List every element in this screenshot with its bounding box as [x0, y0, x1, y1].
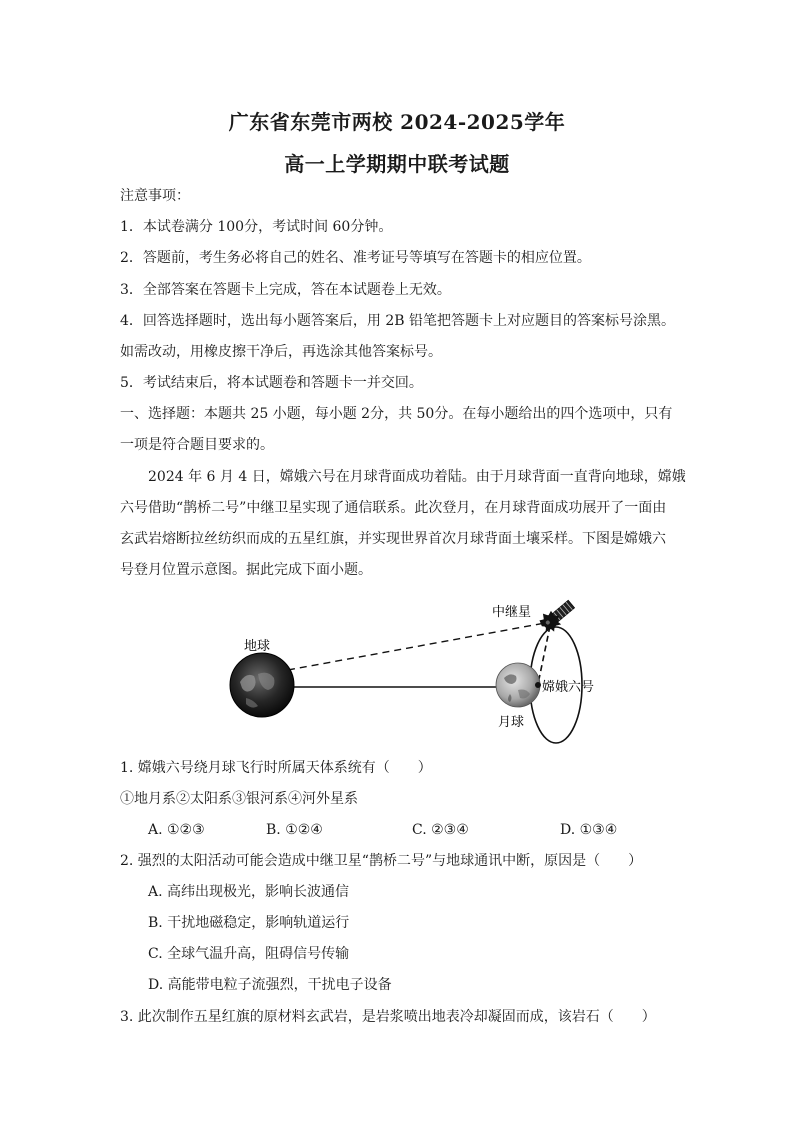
landing-position-diagram	[200, 590, 620, 750]
exam-title-line2: 高一上学期期中联考试题	[284, 152, 510, 176]
question-stem: 3. 此次制作五星红旗的原材料玄武岩，是岩浆喷出地表冷却凝固而成，该岩石（ ）	[120, 1009, 656, 1025]
earth-relay-dashed-line	[288, 623, 545, 670]
passage-line: 六号借助“鹊桥二号”中继卫星实现了通信联系。此次登月，在月球背面成功展开了一面由	[120, 500, 667, 516]
lander-label: 嫦娥六号	[542, 680, 595, 695]
section-instruction: 一项是符合题目要求的。	[120, 437, 274, 453]
option-d: D. ①③④	[560, 822, 618, 838]
option-c: C. 全球气温升高，阻碍信号传输	[148, 946, 350, 962]
note-item: 5．考试结束后，将本试题卷和答题卡一并交回。	[120, 375, 423, 391]
earth-globe	[230, 653, 294, 717]
moon-label: 月球	[498, 715, 525, 730]
note-item: 2．答题前，考生务必将自己的姓名、准考证号等填写在答题卡的相应位置。	[120, 250, 591, 266]
option-a: A. 高纬出现极光，影响长波通信	[148, 884, 350, 900]
moon-globe	[496, 663, 540, 707]
note-item: 如需改动，用橡皮擦干净后，再选涂其他答案标号。	[120, 344, 442, 360]
passage-line: 2024 年 6 月 4 日，嫦娥六号在月球背面成功着陆。由于月球背面一直背向地球，嫦娥	[148, 469, 686, 485]
notes-heading: 注意事项：	[120, 188, 190, 204]
option-b: B. ①②④	[266, 822, 323, 838]
earth-label: 地球	[244, 639, 271, 654]
relay-label: 中继星	[492, 605, 532, 620]
note-item: 3．全部答案在答题卡上完成，答在本试题卷上无效。	[120, 282, 451, 298]
passage-line: 玄武岩熔断拉丝纺织而成的五星红旗，并实现世界首次月球背面土壤采样。下图是嫦娥六	[120, 531, 666, 547]
option-d: D. 高能带电粒子流强烈，干扰电子设备	[148, 977, 392, 993]
option-a: A. ①②③	[148, 822, 205, 838]
option-c: C. ②③④	[412, 822, 469, 838]
note-item: 1．本试卷满分 100分，考试时间 60分钟。	[120, 219, 393, 235]
relay-satellite-icon	[535, 596, 578, 637]
option-b: B. 干扰地磁稳定，影响轨道运行	[148, 915, 350, 931]
exam-title-line1: 广东省东莞市两校 2024-2025学年	[228, 110, 566, 134]
lander-marker	[535, 682, 541, 688]
section-instruction: 一、选择题：本题共 25 小题，每小题 2分，共 50分。在每小题给出的四个选项中，只有	[120, 406, 673, 422]
relay-lander-dashed-line	[538, 626, 550, 684]
passage-line: 号登月位置示意图。据此完成下面小题。	[120, 562, 372, 578]
question-stem: 1. 嫦娥六号绕月球飞行时所属天体系统有（ ）	[120, 760, 432, 776]
question-stem: 2. 强烈的太阳活动可能会造成中继卫星“鹊桥二号”与地球通讯中断，原因是（ ）	[120, 853, 643, 869]
question-sub-items: ①地月系②太阳系③银河系④河外星系	[120, 791, 358, 807]
note-item: 4．回答选择题时，选出每小题答案后，用 2B 铅笔把答题卡上对应题目的答案标号涂黑。	[120, 313, 676, 329]
